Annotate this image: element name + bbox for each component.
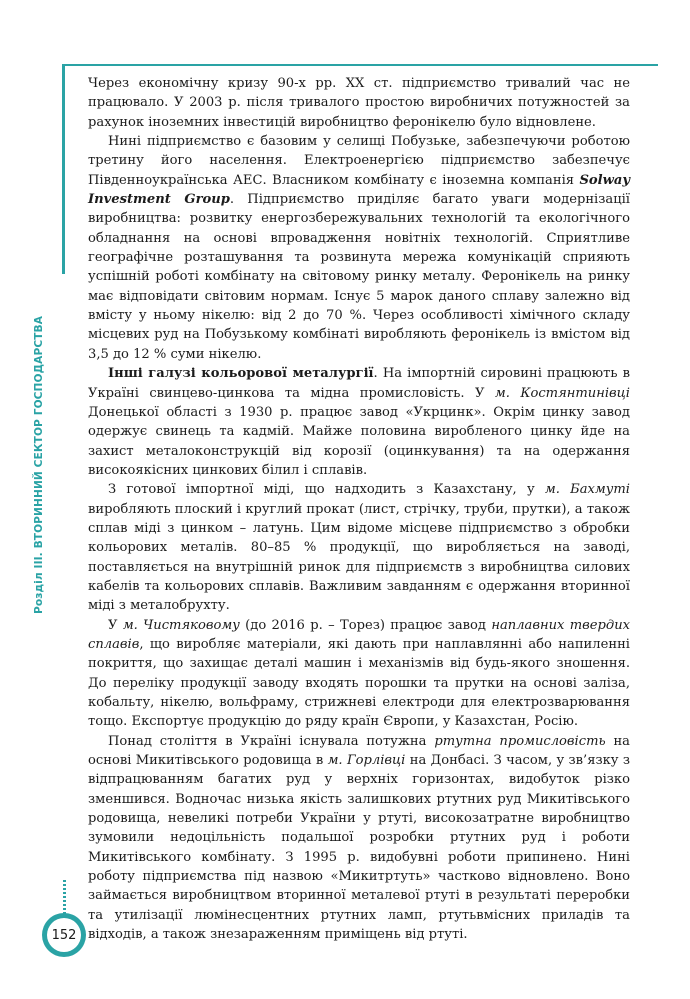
section-label	[20, 300, 58, 630]
section-label-text: Розділ III. ВТОРИННИЙ СЕКТОР ГОСПОДАРСТВА	[33, 316, 45, 614]
paragraph-3-text-cont: Донецької області з 1930 р. працює завод «Укрцинк». Окрім цинку завод одержує свинець та кадмій. Майже половина виробленого цинку йде на захист металоконструкцій від корозії (оцинкування) та на одержання високоякісних цинкових білил і сплавів.	[88, 404, 630, 478]
paragraph-3	[88, 364, 630, 480]
paragraph-4-text: З готової імпортної міді, що надходить з Казахстану, у	[108, 482, 545, 498]
city-bakhmut: м. Бахмуті	[544, 482, 630, 498]
page-number: 152	[47, 918, 81, 952]
paragraph-2-text: Нині підприємство є базовим у селищі Побузьке, забезпечуючи роботою третину його населення. Електроенергією підприємство забезпечує Південноукраїнська АЕС. Власником комбінату є іноземна компанія	[88, 134, 630, 188]
city-kostiantynivka: м. Костянтинівці	[494, 385, 630, 401]
paragraph-2-text-cont: . Підприємство приділяє багато уваги модернізації виробництва: розвитку енергозбережувальних технологій та екологічного обладнання на основі впровадження новітніх технологій. Сприятливе географічне розташування та розвинута мережа комунікацій сприяють успішній роботі комбінату на світовому ринку металу. Феронікель на ринку має відповідати світовим нормам. Існує 5 марок даного сплаву залежно від вмісту у ньому нікелю: від 2 до 70 %. Через особливості хімічного складу місцевих руд на Побузькому комбінаті виробляють феронікель із вмістом від 3,5 до 12 % суми нікелю.	[88, 192, 630, 362]
paragraph-5-text: У	[108, 617, 123, 633]
city-chystiakove: м. Чистяковому	[122, 617, 240, 633]
paragraph-6-text: Понад століття в Україні існувала потужна	[108, 733, 435, 749]
main-text	[88, 74, 630, 944]
paragraph-5	[88, 616, 630, 732]
paragraph-4-text-cont: виробляють плоский і круглий прокат (лист, стрічку, труби, прутки), а також сплав міді з цинком – латунь. Цим відоме місцеве підприємство з обробки кольорових металів. 80–85 % продукції, що виробляється на заводі, поставляється на внутрішній ринок для підприємств з виробництва силових кабелів та кольорових сплавів. Важливим завданням є одержання вторинної міді з металобрухту.	[88, 501, 630, 614]
page-number-badge	[42, 913, 86, 957]
paragraph-2	[88, 132, 630, 364]
company-name: Solway Investment Group	[88, 172, 630, 208]
paragraph-6	[88, 732, 630, 945]
paragraph-1: Через економічну кризу 90-х рр. XX ст. підприємство тривалий час не працювало. У 2003 р. після тривалого простою виробничих потужностей за рахунок іноземних інвестицій виробництво феронікелю було відновлене.	[88, 76, 630, 130]
paragraph-6-text-cont: на основі Микитівського родовища в	[88, 733, 630, 769]
subsection-heading: Інші галузі кольорової металургії	[108, 366, 374, 382]
top-decorative-rule	[62, 64, 658, 66]
paragraph-5-text-end: , що виробляє матеріали, які дають при наплавлянні або напиленні покриття, що захищає деталі машин і механізмів від будь-якого зношення. До переліку продукції заводу входять порошки та прутки на основі заліза, кобальту, нікелю, вольфраму, стрижневі електроди для електрозварювання тощо. Експортує продукцію до ряду країн Європи, у Казахстан, Росію.	[88, 636, 630, 730]
term-mercury-industry: ртутна промисловість	[434, 733, 606, 749]
term-hard-alloys: наплавних твердих сплавів	[88, 617, 631, 652]
paragraph-6-text-end: на Донбасі. З часом, у зв’язку з відпрацюванням багатих руд у верхніх горизонтах, видобуток різко зменшився. Водночас низька якість залишкових ртутних руд Микитівського родовища, невеликі потреби України у ртуті, високозатратне виробництво зумовили недоцільність подальшої розробки ртутних руд і роботи Микитівського комбінату. З 1995 р. видобувні роботи припинено. Нині роботу підприємства під назвою «Микитртуть» частково відновлено. Воно займається виробництвом вторинної металевої ртуті в результаті переробки та утилізації люмінесцентних ртутних ламп, ртутьвмісних приладів та відходів, а також знезараженням приміщень від ртуті.	[88, 753, 630, 943]
paragraph-4	[88, 480, 630, 615]
paragraph-5-text-cont: (до 2016 р. – Торез) працює завод	[239, 617, 492, 633]
city-horlivka: м. Горлівці	[327, 753, 406, 769]
paragraph-3-text: . На імпортній сировині працюють в Україні свинцево-цинкова та мідна промисловість. У	[88, 366, 630, 401]
side-decorative-bar	[62, 64, 65, 274]
